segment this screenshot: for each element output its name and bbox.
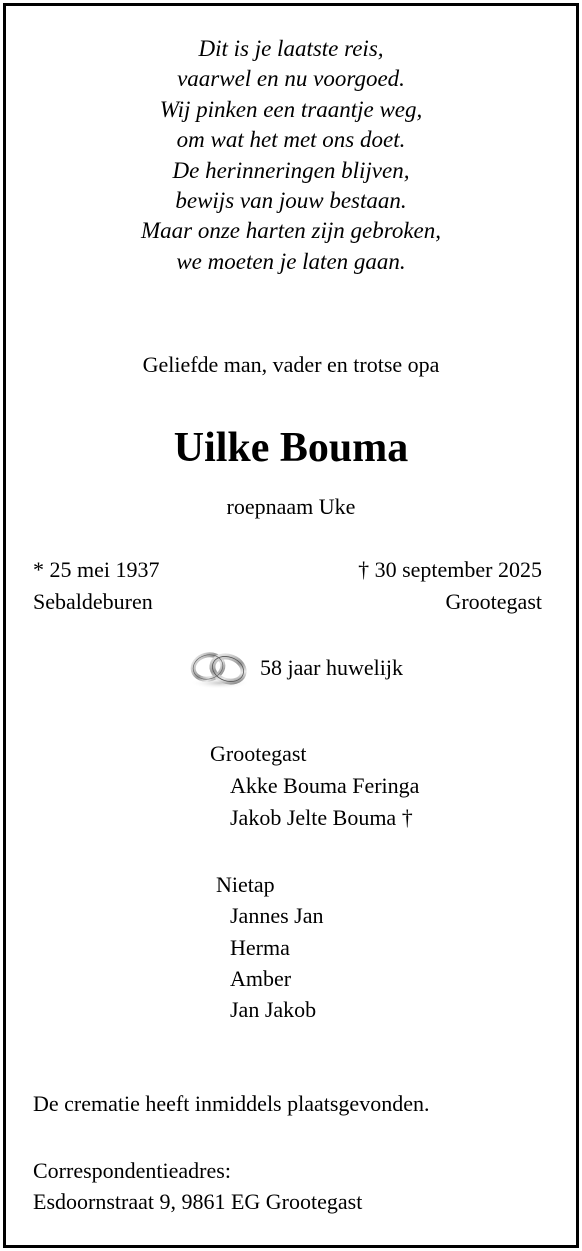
wedding-rings-icon (186, 645, 252, 691)
correspondence-address: Esdoornstraat 9, 9861 EG Grootegast (33, 1189, 363, 1214)
death-place: Grootegast (445, 589, 542, 614)
cremation-notice: De crematie heeft inmiddels plaatsgevonden. (33, 1091, 430, 1116)
birth-date: * 25 mei 1937 (33, 557, 160, 582)
family-place-nietap: Nietap (216, 872, 275, 897)
family-member: Jannes Jan (230, 903, 324, 928)
nickname: roepnaam Uke (226, 494, 356, 519)
poem-line: bewijs van jouw bestaan. (175, 188, 407, 214)
deceased-name: Uilke Bouma (173, 425, 409, 471)
correspondence-label: Correspondentieadres: (33, 1158, 231, 1183)
poem-line: De herinneringen blijven, (172, 157, 410, 183)
family-member: Jakob Jelte Bouma † (230, 805, 413, 830)
poem-line: we moeten je laten gaan. (176, 248, 406, 274)
family-member: Herma (230, 935, 290, 960)
family-member: Jan Jakob (230, 997, 317, 1022)
poem-line: Maar onze harten zijn gebroken, (140, 218, 442, 244)
family-member: Akke Bouma Feringa (230, 773, 420, 798)
poem-line: om wat het met ons doet. (176, 127, 406, 153)
poem-line: vaarwel en nu voorgoed. (177, 66, 405, 92)
poem (0, 34, 582, 277)
death-date: † 30 september 2025 (358, 557, 542, 582)
family-member: Amber (230, 966, 292, 991)
poem-line: Wij pinken een traantje weg, (159, 96, 423, 122)
poem-line: Dit is je laatste reis, (198, 36, 384, 61)
marriage-years: 58 jaar huwelijk (260, 655, 403, 680)
family-place-grootegast: Grootegast (210, 741, 307, 766)
intro-line: Geliefde man, vader en trotse opa (142, 352, 440, 377)
birth-place: Sebaldeburen (33, 589, 153, 614)
